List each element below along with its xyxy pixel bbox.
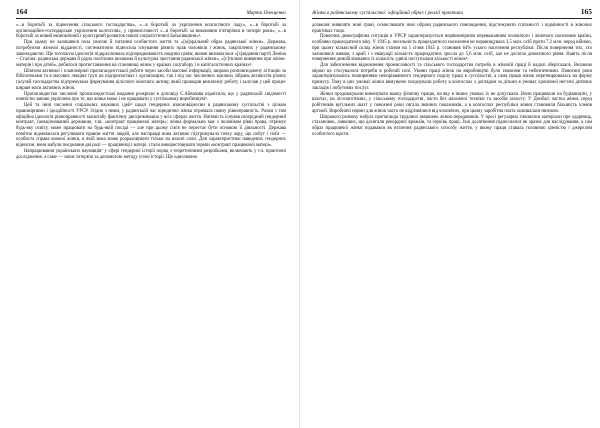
paragraph: Пропагандистки численні пропагандистські видання розкрили в доповіді С.Айвазова відмітила, що у радянській свідомості повністю заново укріплена про те, що жінка може і не працювати у суспільному виробництві⁵. — [16, 91, 286, 103]
paragraph: Для забезпечення відновлення промисловості та сільського господарства потреба в жіночій праці й надалі зберігалася. Великою мірою це стосувалося потреби в робочій силі. Умови праці жінок на виробництві були тяжкими та небезпечними. Повоєнні роки характеризувались поширенням непорівнянного гендерного поділу праці в суспільстві, а сама праця жінок перетворювалась на форму примусу. Тому в цих умовах жінки вимушено поєднували роботу в колгоспах з доглядом за дітьми в умовах хронічної нестачі дитячих закладів і побутових послуг. — [312, 63, 592, 91]
paragraph: «...в боротьбі за піднесення сільського господарства», «...в боротьбі за укріплення колгоспного ладу», «...в боротьбі за організаційно-господарське укріплення колгоспів», у промисловості «...в боротьбі за виконання п'ятирічки в чотири роки», «...в боротьбі за новий економічний і культурний розвиток нашої соціалістичної Батьківщини»². — [16, 23, 286, 40]
paragraph: Повоєнна демографічна ситуація в УРСР характеризується нерівномірним переважанням чоловічого і жіночого населення країни, особливо працездатного віку. У 1945 р. чисельність працездатного населення не перевищувала 3,5 млн. осіб проти 7,2 млн. перед війною, при цьому кількісний склад жінок станом на 1 січня 1945 р. становив 64% усього населення республіки. Після повернення тих, хто залишився живим, з армії і з евакуації кількість працездатних зросла до 5,6 млн. осіб, але не досягла довоєнного рівня. Навіть після повернення демобілізованих їх кількість удвічі поступалася кількості жінок⁸. — [312, 34, 592, 63]
right-header-title: Жінка в радянському суспільстві: офіційний образ і реалії практики — [312, 10, 463, 16]
left-page-number: 164 — [16, 7, 28, 16]
paragraph: дозволяє виявляти нові грані, осмислювати нові образи радянського повсякдення, відстежувати спільності і відмінності в жіночих практиках тощо. — [312, 23, 592, 34]
right-running-head — [312, 8, 592, 19]
right-page-number: 165 — [580, 7, 592, 16]
left-running-head — [16, 8, 286, 19]
paragraph: Шляхом активної і планомірної пропагандистської роботи через засоби масової інформації, широко розповсюджену агітацію за бібліотеками та в масових лекціях груп на підприємствах і організаціях, так і під час численних масових зібрань активістів різних галузей господарства підтримувала формування цілісного жіночого активу, який проводив величезну роботу і залучав у цей процес ширше маси активних жінок. — [16, 68, 286, 91]
paragraph: При цьому не залишився поза увагою й питання особистого життя та «[м]оральний образ радянської жінки». Держава, потребуючи жіночої відданості, систематично підносила існування рівних прав чоловіків і жінок, закріплених у радянському законодавстві. Ще тогочасна ідеологія підкреслювала підпорядкованість людини цілям, якими визначалося «[з]авдання партії Леніна – Сталіна: радянська держава й рідна політична вихована й культурна зростання радянської жінки», «[с]тильне вивчення при жінок-матерів і про дітей», робилося протиставлення на становищі жінок у країнах соцтабору і в капіталістичних країнах⁴. — [16, 40, 286, 69]
left-header-author: Марта Онещенко — [246, 10, 286, 16]
right-body-text — [312, 23, 592, 137]
left-body-text — [16, 23, 286, 160]
paragraph: Широкого розмаху набула пропаганда трудових звершень жінок-передовиків. У пресі регулярно з'являлися матеріали про ударниць, стахановок, ланкових, що досягали рекордних врожаїв, та героїнь праці. Їхні досягнення підносилися як зразок для наслідування, а сам образ працюючої жінки подавався як втілення радянського способу життя, у якому праця ставала головною цінністю і джерелом особистого щастя. — [312, 114, 592, 137]
paragraph: Цей та інші численні соціальних наукових ідей⁶ щодо гендерних взаємовідносин в радянському суспільстві з цілком правомірними і ідеадійності УРСР. Згідно з ними, у радянській час юридично жінка отримала повну рівноправність. Разом з тим офіційна ідеологія рівноправності масштабу фактичну дискримінацію у всіх сферах життя. Натомість існував своєрідний гендерний контракт, санкціонований державою, т.зв. «контракт працюючої матері»: жінка формально має з чоловіком рівні права, отримує будь-яку освіту, може працювати на будь-якій посаді — але при цьому сім'я не перестає бути основою її діяльності. Держава помітно відмовилася регулювати правом життя людей, але насправді вона активно підтримувала точку зору, що побут і сім'я — особиста справа кожної жінки, в якій вона може розраховувати тільки на власні сили. Для характеристики наведених гендерних відносин, вони набули поєднання дві ролі — працівниці і матері, стали використовувати термін «контракт працюючої матері». — [16, 103, 286, 149]
paragraph: Жінки продовжували виконувати важку фізичну працю, на яку в інших умовах їх не допускали. Вони працювали на будівництві, у шахтах, на лісозаготівлях, у сільському господарстві, часто без належної техніки та засобів захисту. У Донбасі частка жінок серед робітників вугільних шахт у повоєнні роки сягала значних показників, а в колгоспах республіки жінки становили більшість членів артілей. Виробничі норми для жінок часто не відрізнялися від чоловічих, при цьому заробітна плата залишалася нижчою. — [312, 91, 592, 114]
right-page — [300, 0, 600, 428]
paragraph: Напрацювання українських науковців⁷ у сфері гендерної історії поряд з теоретичними розробками, включають у т.ч. практичні дослідження, а саме — запис інтерв'ю за допомогою методу усної історії. Ще однозначно — [16, 148, 286, 160]
